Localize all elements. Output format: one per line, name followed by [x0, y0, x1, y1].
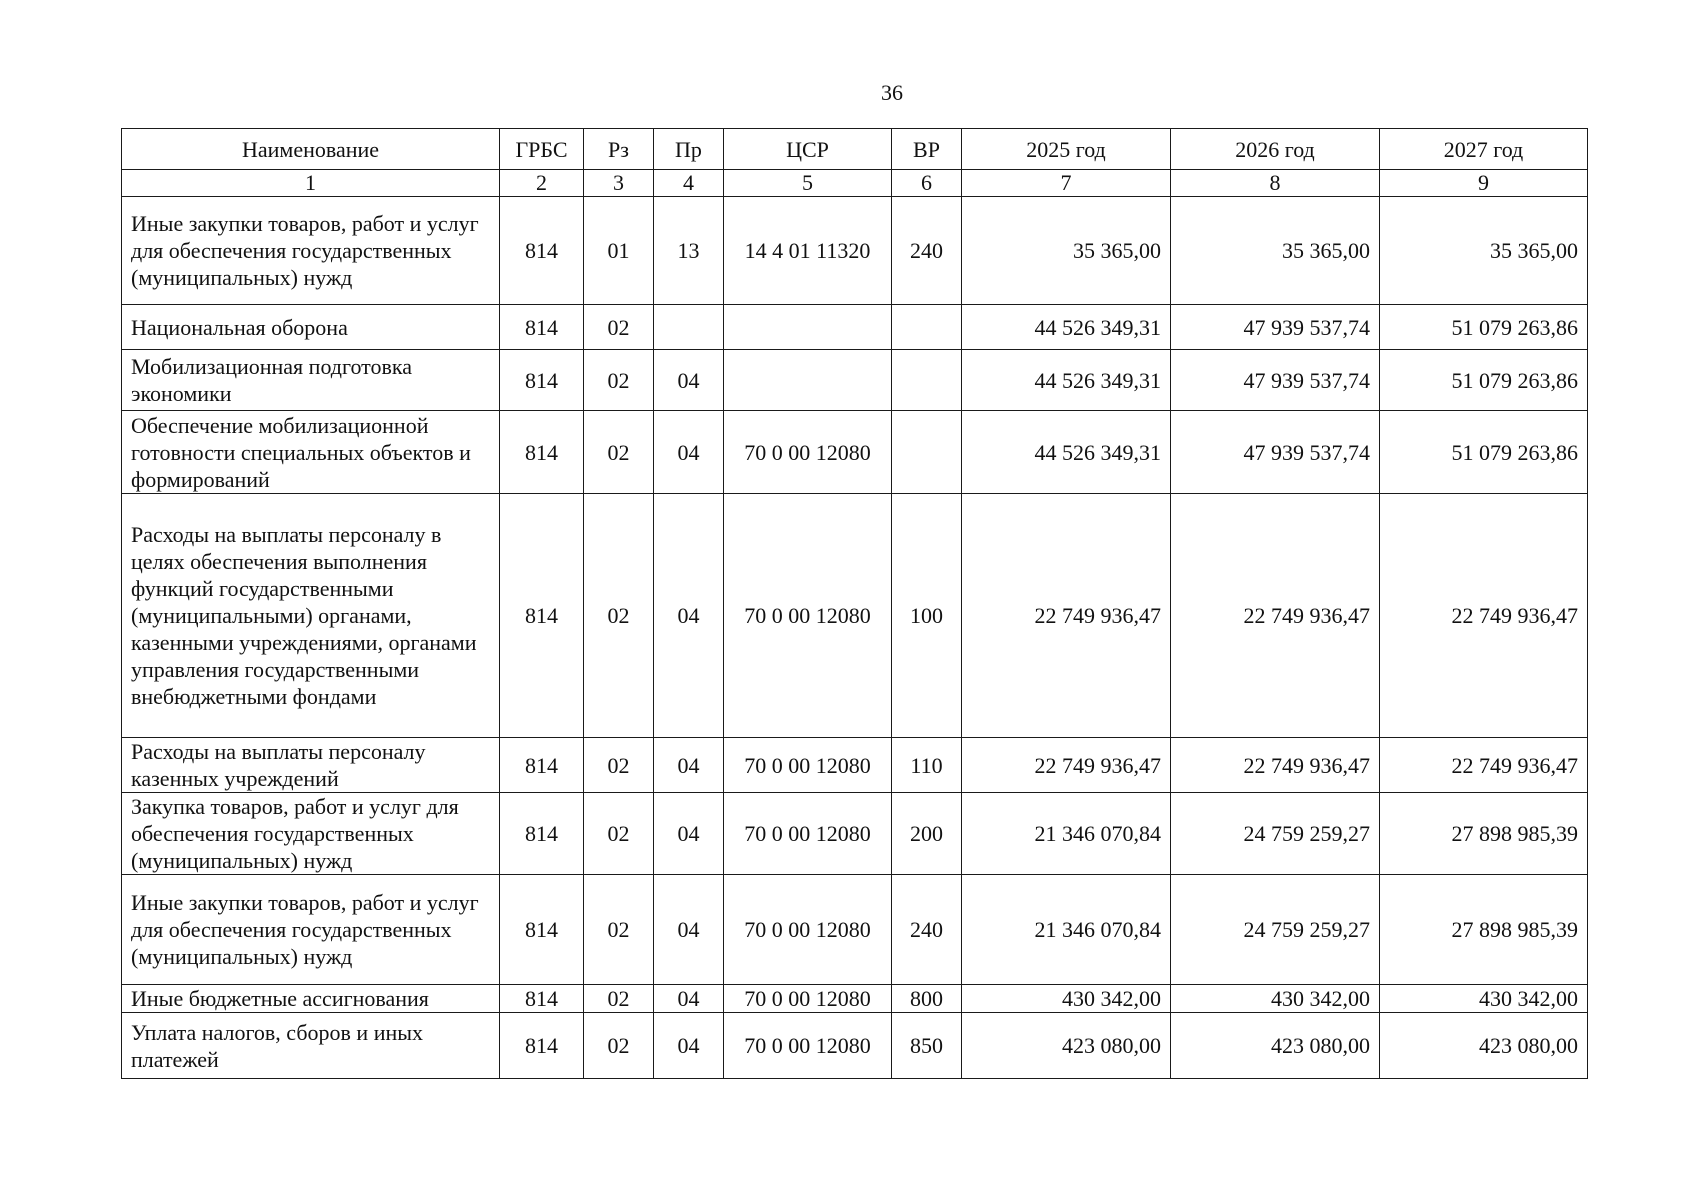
amount-2027: 51 079 263,86 [1380, 305, 1588, 350]
pr-cell: 04 [654, 1013, 724, 1079]
column-number: 7 [962, 170, 1171, 197]
amount-2025: 35 365,00 [962, 197, 1171, 305]
table-row [122, 985, 1588, 1013]
grbs-cell: 814 [500, 494, 584, 738]
grbs-cell: 814 [500, 738, 584, 793]
amount-2026: 47 939 537,74 [1171, 350, 1380, 411]
row-name: Закупка товаров, работ и услуг для обеспечения государственных (муниципальных) нужд [122, 793, 500, 875]
column-number: 2 [500, 170, 584, 197]
pr-cell: 04 [654, 875, 724, 985]
amount-2025: 21 346 070,84 [962, 793, 1171, 875]
table-row [122, 793, 1588, 875]
rz-cell: 02 [584, 305, 654, 350]
amount-2027: 27 898 985,39 [1380, 793, 1588, 875]
csr-cell: 70 0 00 12080 [724, 875, 892, 985]
rz-cell: 02 [584, 738, 654, 793]
vr-cell: 850 [892, 1013, 962, 1079]
csr-cell [724, 305, 892, 350]
amount-2026: 35 365,00 [1171, 197, 1380, 305]
column-number: 3 [584, 170, 654, 197]
budget-table [121, 128, 1588, 1079]
grbs-cell: 814 [500, 1013, 584, 1079]
column-number-row [122, 170, 1588, 197]
rz-cell: 02 [584, 350, 654, 411]
row-name: Национальная оборона [122, 305, 500, 350]
table-row [122, 350, 1588, 411]
vr-cell: 800 [892, 985, 962, 1013]
amount-2026: 423 080,00 [1171, 1013, 1380, 1079]
amount-2025: 44 526 349,31 [962, 411, 1171, 494]
grbs-cell: 814 [500, 305, 584, 350]
pr-cell: 04 [654, 793, 724, 875]
row-name: Обеспечение мобилизационной готовности специальных объектов и формирований [122, 411, 500, 494]
table-row [122, 494, 1588, 738]
grbs-cell: 814 [500, 350, 584, 411]
header-row [122, 129, 1588, 170]
grbs-cell: 814 [500, 793, 584, 875]
rz-cell: 02 [584, 494, 654, 738]
column-header: Наименование [122, 129, 500, 170]
pr-cell [654, 305, 724, 350]
rz-cell: 02 [584, 411, 654, 494]
amount-2027: 27 898 985,39 [1380, 875, 1588, 985]
amount-2026: 22 749 936,47 [1171, 738, 1380, 793]
column-header: Рз [584, 129, 654, 170]
amount-2026: 47 939 537,74 [1171, 411, 1380, 494]
rz-cell: 02 [584, 875, 654, 985]
grbs-cell: 814 [500, 411, 584, 494]
amount-2025: 430 342,00 [962, 985, 1171, 1013]
pr-cell: 04 [654, 411, 724, 494]
column-header: 2026 год [1171, 129, 1380, 170]
column-number: 5 [724, 170, 892, 197]
row-name: Расходы на выплаты персоналу в целях обеспечения выполнения функций государственными (муниципальными) органами, казенными учреждениями, органами управления государственными внебюджетными фондами [122, 494, 500, 738]
column-number: 8 [1171, 170, 1380, 197]
csr-cell: 70 0 00 12080 [724, 985, 892, 1013]
amount-2027: 51 079 263,86 [1380, 350, 1588, 411]
csr-cell [724, 350, 892, 411]
amount-2026: 47 939 537,74 [1171, 305, 1380, 350]
grbs-cell: 814 [500, 875, 584, 985]
row-name: Иные закупки товаров, работ и услуг для обеспечения государственных (муниципальных) нужд [122, 875, 500, 985]
pr-cell: 04 [654, 494, 724, 738]
rz-cell: 02 [584, 1013, 654, 1079]
table-row [122, 197, 1588, 305]
row-name: Иные закупки товаров, работ и услуг для обеспечения государственных (муниципальных) нужд [122, 197, 500, 305]
vr-cell: 200 [892, 793, 962, 875]
amount-2025: 44 526 349,31 [962, 350, 1171, 411]
csr-cell: 14 4 01 11320 [724, 197, 892, 305]
amount-2025: 22 749 936,47 [962, 738, 1171, 793]
amount-2027: 430 342,00 [1380, 985, 1588, 1013]
table-row [122, 1013, 1588, 1079]
amount-2025: 44 526 349,31 [962, 305, 1171, 350]
column-header: ГРБС [500, 129, 584, 170]
csr-cell: 70 0 00 12080 [724, 1013, 892, 1079]
amount-2027: 423 080,00 [1380, 1013, 1588, 1079]
vr-cell [892, 411, 962, 494]
row-name: Уплата налогов, сборов и иных платежей [122, 1013, 500, 1079]
row-name: Мобилизационная подготовка экономики [122, 350, 500, 411]
grbs-cell: 814 [500, 197, 584, 305]
pr-cell: 13 [654, 197, 724, 305]
amount-2026: 22 749 936,47 [1171, 494, 1380, 738]
grbs-cell: 814 [500, 985, 584, 1013]
table-row [122, 738, 1588, 793]
column-header: 2025 год [962, 129, 1171, 170]
vr-cell [892, 305, 962, 350]
amount-2025: 423 080,00 [962, 1013, 1171, 1079]
table-row [122, 875, 1588, 985]
amount-2027: 51 079 263,86 [1380, 411, 1588, 494]
vr-cell: 110 [892, 738, 962, 793]
vr-cell: 240 [892, 875, 962, 985]
amount-2027: 35 365,00 [1380, 197, 1588, 305]
vr-cell: 100 [892, 494, 962, 738]
column-number: 6 [892, 170, 962, 197]
table-row [122, 305, 1588, 350]
csr-cell: 70 0 00 12080 [724, 793, 892, 875]
amount-2025: 21 346 070,84 [962, 875, 1171, 985]
rz-cell: 02 [584, 793, 654, 875]
row-name: Расходы на выплаты персоналу казенных учреждений [122, 738, 500, 793]
page-number: 36 [881, 80, 903, 105]
amount-2026: 430 342,00 [1171, 985, 1380, 1013]
csr-cell: 70 0 00 12080 [724, 738, 892, 793]
row-name: Иные бюджетные ассигнования [122, 985, 500, 1013]
vr-cell [892, 350, 962, 411]
column-header: ВР [892, 129, 962, 170]
csr-cell: 70 0 00 12080 [724, 411, 892, 494]
amount-2027: 22 749 936,47 [1380, 494, 1588, 738]
column-header: 2027 год [1380, 129, 1588, 170]
amount-2026: 24 759 259,27 [1171, 793, 1380, 875]
rz-cell: 02 [584, 985, 654, 1013]
column-number: 9 [1380, 170, 1588, 197]
rz-cell: 01 [584, 197, 654, 305]
pr-cell: 04 [654, 985, 724, 1013]
column-number: 4 [654, 170, 724, 197]
amount-2025: 22 749 936,47 [962, 494, 1171, 738]
vr-cell: 240 [892, 197, 962, 305]
table-row [122, 411, 1588, 494]
pr-cell: 04 [654, 738, 724, 793]
amount-2026: 24 759 259,27 [1171, 875, 1380, 985]
column-number: 1 [122, 170, 500, 197]
csr-cell: 70 0 00 12080 [724, 494, 892, 738]
pr-cell: 04 [654, 350, 724, 411]
column-header: Пр [654, 129, 724, 170]
column-header: ЦСР [724, 129, 892, 170]
amount-2027: 22 749 936,47 [1380, 738, 1588, 793]
